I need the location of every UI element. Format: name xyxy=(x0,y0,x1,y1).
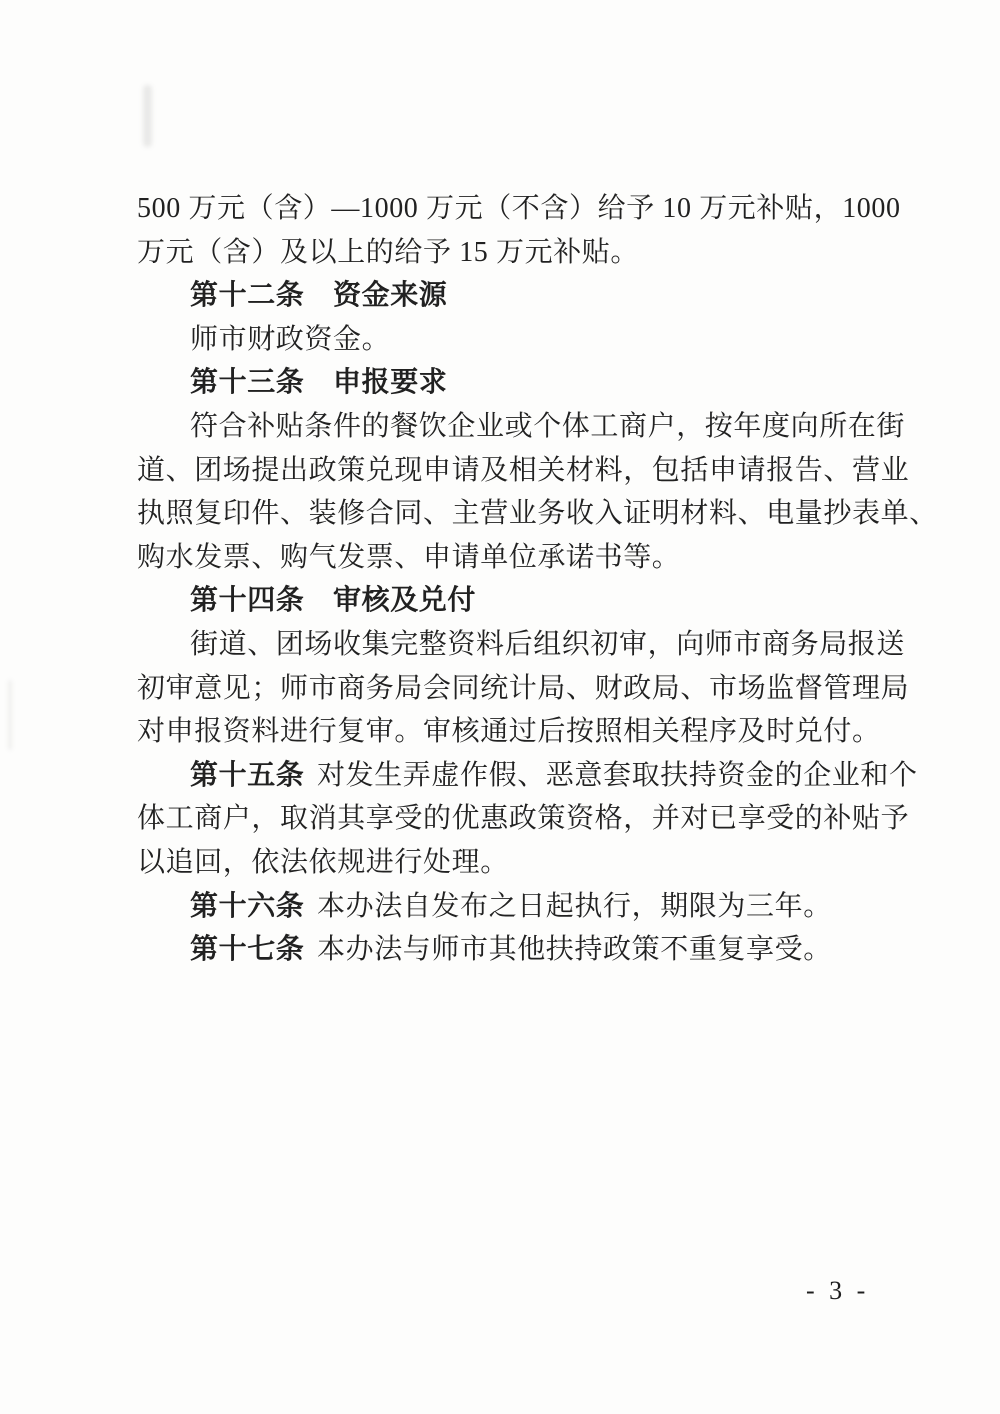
article-heading: 第十四条 审核及兑付 xyxy=(190,585,477,617)
text-line-body: 本办法与师市其他扶持政策不重复享受。 xyxy=(317,934,832,966)
text-line xyxy=(137,536,885,580)
article-heading: 第十二条 资金来源 xyxy=(190,280,448,312)
text-line xyxy=(137,710,885,754)
scan-smudge xyxy=(143,85,152,147)
article-heading: 第十七条 xyxy=(190,934,305,966)
text-line-body: 万元（含）及以上的给予 15 万元补贴。 xyxy=(137,236,640,268)
text-line-body: 符合补贴条件的餐饮企业或个体工商户，按年度向所在街 xyxy=(190,410,906,442)
text-line xyxy=(137,231,885,275)
page-number: - 3 - xyxy=(806,1276,870,1305)
text-line-body: 本办法自发布之日起执行，期限为三年。 xyxy=(317,890,832,922)
text-line xyxy=(137,449,910,493)
text-line-body: 500 万元（含）—1000 万元（不含）给予 10 万元补贴，1000 xyxy=(137,193,901,224)
text-line xyxy=(137,492,938,536)
text-line-article-17 xyxy=(137,928,885,972)
text-line-article-16 xyxy=(137,885,885,929)
text-line-article-13 xyxy=(137,361,885,405)
text-line-article-14 xyxy=(137,579,885,623)
text-line-body: 执照复印件、装修合同、主营业务收入证明材料、电量抄表单、 xyxy=(137,498,938,530)
text-line-body: 购水发票、购气发票、申请单位承诺书等。 xyxy=(137,541,681,573)
text-line-article-15 xyxy=(137,754,918,798)
text-line-body: 以追回，依法依规进行处理。 xyxy=(137,846,509,878)
article-heading: 第十三条 申报要求 xyxy=(190,367,448,399)
text-line-body: 师市财政资金。 xyxy=(190,323,391,355)
text-line xyxy=(137,841,885,885)
text-line-body: 对申报资料进行复审。审核通过后按照相关程序及时兑付。 xyxy=(137,716,881,748)
text-line-body: 道、团场提出政策兑现申请及相关材料，包括申请报告、营业 xyxy=(137,454,910,486)
document-body xyxy=(137,187,938,972)
text-line xyxy=(137,623,906,667)
text-line-body: 体工商户，取消其享受的优惠政策资格，并对已享受的补贴予 xyxy=(137,803,910,835)
text-line xyxy=(137,797,910,841)
text-line-body: 初审意见；师市商务局会同统计局、财政局、市场监督管理局 xyxy=(137,672,910,704)
article-heading: 第十六条 xyxy=(190,890,305,922)
text-line-article-12 xyxy=(137,274,885,318)
text-line xyxy=(137,187,901,231)
text-line xyxy=(137,667,910,711)
text-line xyxy=(137,405,906,449)
text-line-body: 对发生弄虚作假、恶意套取扶持资金的企业和个 xyxy=(317,759,918,791)
text-line-body: 街道、团场收集完整资料后组织初审，向师市商务局报送 xyxy=(190,628,906,660)
scan-smudge xyxy=(8,680,12,750)
text-line xyxy=(137,318,885,362)
article-heading: 第十五条 xyxy=(190,759,305,791)
